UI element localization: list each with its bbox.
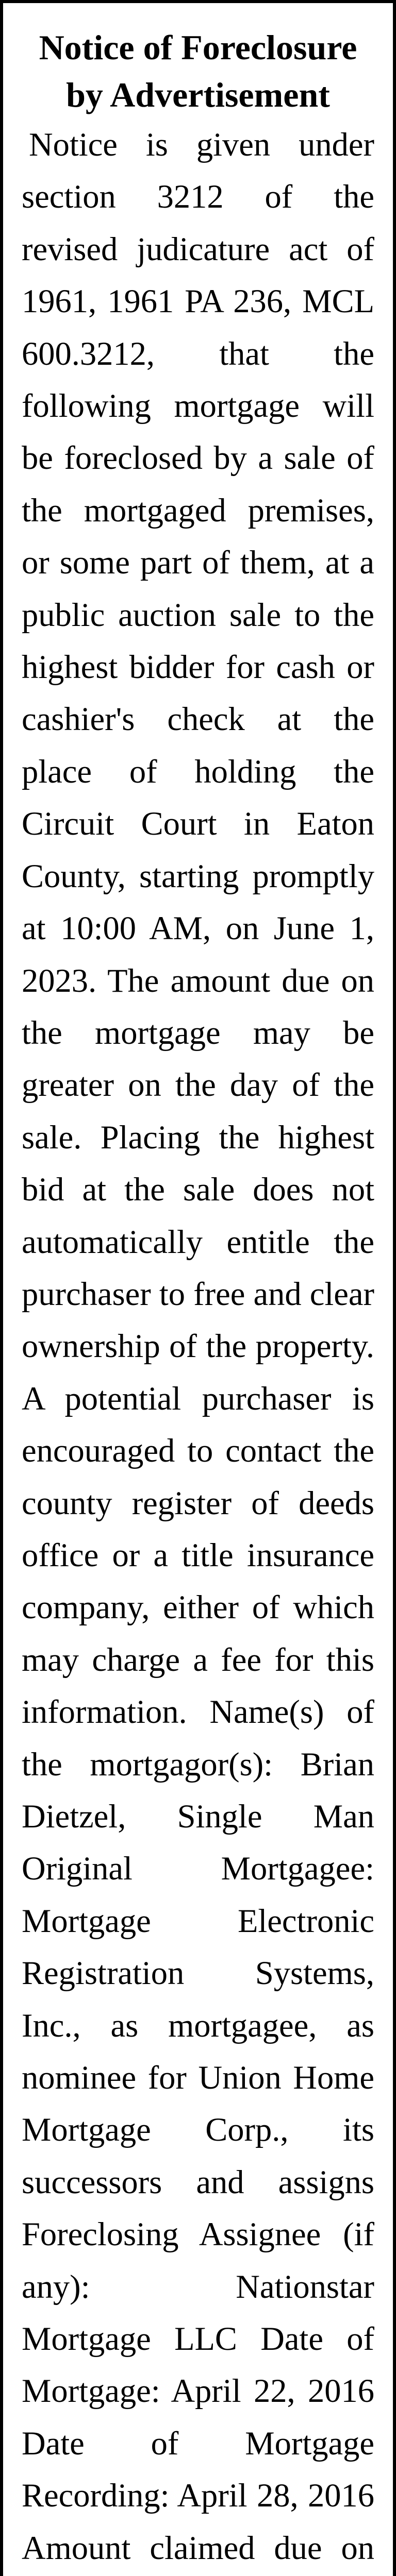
notice-title: Notice of Foreclosure by Advertisement xyxy=(39,28,357,114)
notice-body: Notice is given under section 3212 of the revised judicature act of 1961, 1961 PA 236, MCL 600.3212, that the following mortgage will be foreclosed by a sale of the mortgaged premises, or some part of them, at a public auction sale to the highest bidder for cash or cashier's check at the place of holding the Circuit Court in Eaton County, starting promptly at 10:00 AM, on June 1, 2023. The amount due on the mortgage may be greater on the day of the sale. Placing the highest bid at the sale does not automatically entitle the purchaser to free and clear ownership of the property. A potential purchaser is encouraged to contact the county register of deeds office or a title insurance company, either of which may charge a fee for this information. Name(s) of the mortgagor(s): Brian Dietzel, Single Man Original Mortgagee: Mortgage Electronic Registration Systems, Inc., as mortgagee, as nominee for Union Home Mortgage Corp., its successors and assigns Foreclosing Assignee (if any): Nationstar Mortgage LLC Date of Mortgage: April 22, 2016 Date of Mortgage Recording: April 28, 2016 Amount claimed due on xyxy=(22,126,374,2566)
